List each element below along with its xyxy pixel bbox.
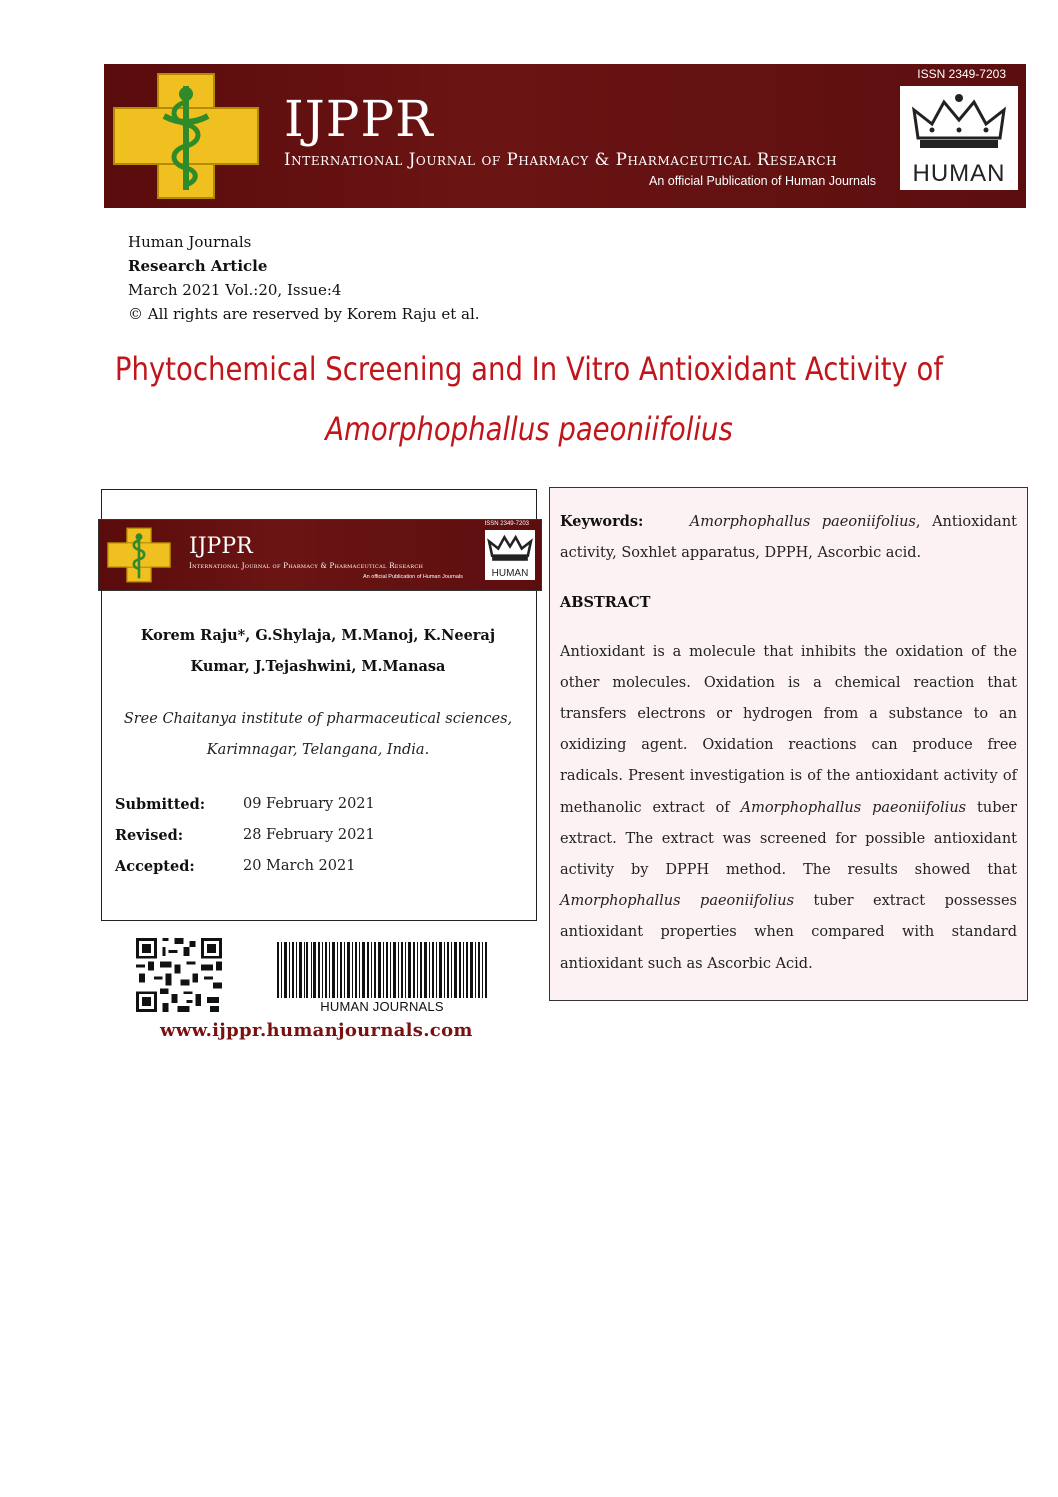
date-label: Submitted: bbox=[115, 796, 206, 813]
journal-tagline: An official Publication of Human Journals bbox=[649, 174, 876, 188]
abstract-heading: ABSTRACT bbox=[560, 594, 651, 612]
date-row-accepted bbox=[115, 851, 375, 882]
abstract-body bbox=[560, 637, 1017, 980]
keyword-species: Amorphophallus paeoniifolius bbox=[689, 514, 916, 530]
date-row-submitted bbox=[115, 789, 375, 820]
mini-journal-abbreviation: IJPPR bbox=[189, 534, 253, 559]
article-title-line-1: Phytochemical Screening and In Vitro Antioxidant Activity of bbox=[114, 350, 944, 388]
abstract-text-2: tuber extract. The extract was screened for possible antioxidant activity by DPPH method. The results showed that bbox=[560, 799, 1018, 879]
affiliation-line-2: Karimnagar, Telangana, India. bbox=[206, 742, 430, 758]
article-meta bbox=[128, 230, 480, 326]
issn-number: ISSN 2349-7203 bbox=[917, 67, 1006, 81]
date-label: Accepted: bbox=[115, 858, 195, 875]
issue-info: March 2021 Vol.:20, Issue:4 bbox=[128, 281, 342, 299]
barcode-icon bbox=[275, 942, 489, 998]
mini-issn-number: ISSN 2349-7203 bbox=[484, 521, 529, 527]
date-value: 09 February 2021 bbox=[243, 796, 375, 812]
publication-dates bbox=[115, 789, 375, 882]
date-row-revised bbox=[115, 820, 375, 851]
authors-line-1: Korem Raju*, G.Shylaja, M.Manoj, K.Neeraj bbox=[140, 627, 496, 644]
keywords-label: Keywords: bbox=[560, 513, 644, 530]
mini-journal-tagline: An official Publication of Human Journals bbox=[363, 574, 463, 580]
mini-pharmacy-cross-icon bbox=[107, 524, 171, 586]
qr-code-icon bbox=[136, 938, 222, 1012]
barcode-caption: HUMAN JOURNALS bbox=[320, 999, 444, 1014]
mini-crown-icon bbox=[485, 530, 535, 564]
abstract-text-3: tuber extract possesses antioxidant properties when compared with standard antioxidant such as Ascorbic Acid. bbox=[560, 893, 1017, 972]
abstract-species-1: Amorphophallus paeoniifolius bbox=[740, 799, 967, 816]
article-type: Research Article bbox=[128, 257, 268, 275]
pharmacy-cross-logo-icon bbox=[112, 72, 260, 200]
publisher-name: Human Journals bbox=[128, 233, 252, 251]
journal-website-link[interactable]: www.ijppr.humanjournals.com bbox=[160, 1020, 473, 1041]
abstract-content bbox=[560, 506, 1017, 980]
affiliation-line-1: Sree Chaitanya institute of pharmaceutical sciences, bbox=[123, 711, 513, 727]
journal-banner bbox=[104, 64, 1026, 208]
abstract-text-1: Antioxidant is a molecule that inhibits the oxidation of the other molecules. Oxidation is a chemical reaction that transfers electrons or hydrogen from a substance to an oxidizing agent. Oxidation reactions can produce free radicals. Present investigation is of the antioxidant activity of methanolic extract of bbox=[560, 643, 1017, 816]
authors-line-2: Kumar, J.Tejashwini, M.Manasa bbox=[190, 658, 446, 675]
human-publisher-logo bbox=[900, 86, 1018, 190]
mini-human-logo bbox=[485, 530, 535, 580]
human-logo-word: HUMAN bbox=[912, 160, 1006, 187]
date-label: Revised: bbox=[115, 827, 184, 844]
mini-human-logo-word: HUMAN bbox=[491, 568, 529, 579]
keywords-list: , Antioxidant activity, Soxhlet apparatus, DPPH, Ascorbic acid. bbox=[560, 514, 1017, 562]
mini-journal-banner bbox=[98, 519, 542, 591]
keywords-paragraph bbox=[560, 506, 1017, 569]
article-title-species: Amorphophallus paeoniifolius bbox=[325, 410, 733, 448]
abstract-species-2: Amorphophallus paeoniifolius bbox=[560, 893, 795, 910]
date-value: 20 March 2021 bbox=[243, 858, 356, 874]
journal-full-name: International Journal of Pharmacy & Pharmaceutical Research bbox=[284, 150, 838, 169]
crown-icon bbox=[910, 90, 1008, 152]
journal-abbreviation: IJPPR bbox=[284, 90, 434, 148]
rights-notice: © All rights are reserved by Korem Raju et al. bbox=[128, 305, 480, 323]
date-value: 28 February 2021 bbox=[243, 827, 375, 843]
affiliation bbox=[110, 704, 526, 766]
mini-journal-full-name: International Journal of Pharmacy & Pharmaceutical Research bbox=[189, 562, 424, 570]
author-list bbox=[110, 620, 526, 682]
